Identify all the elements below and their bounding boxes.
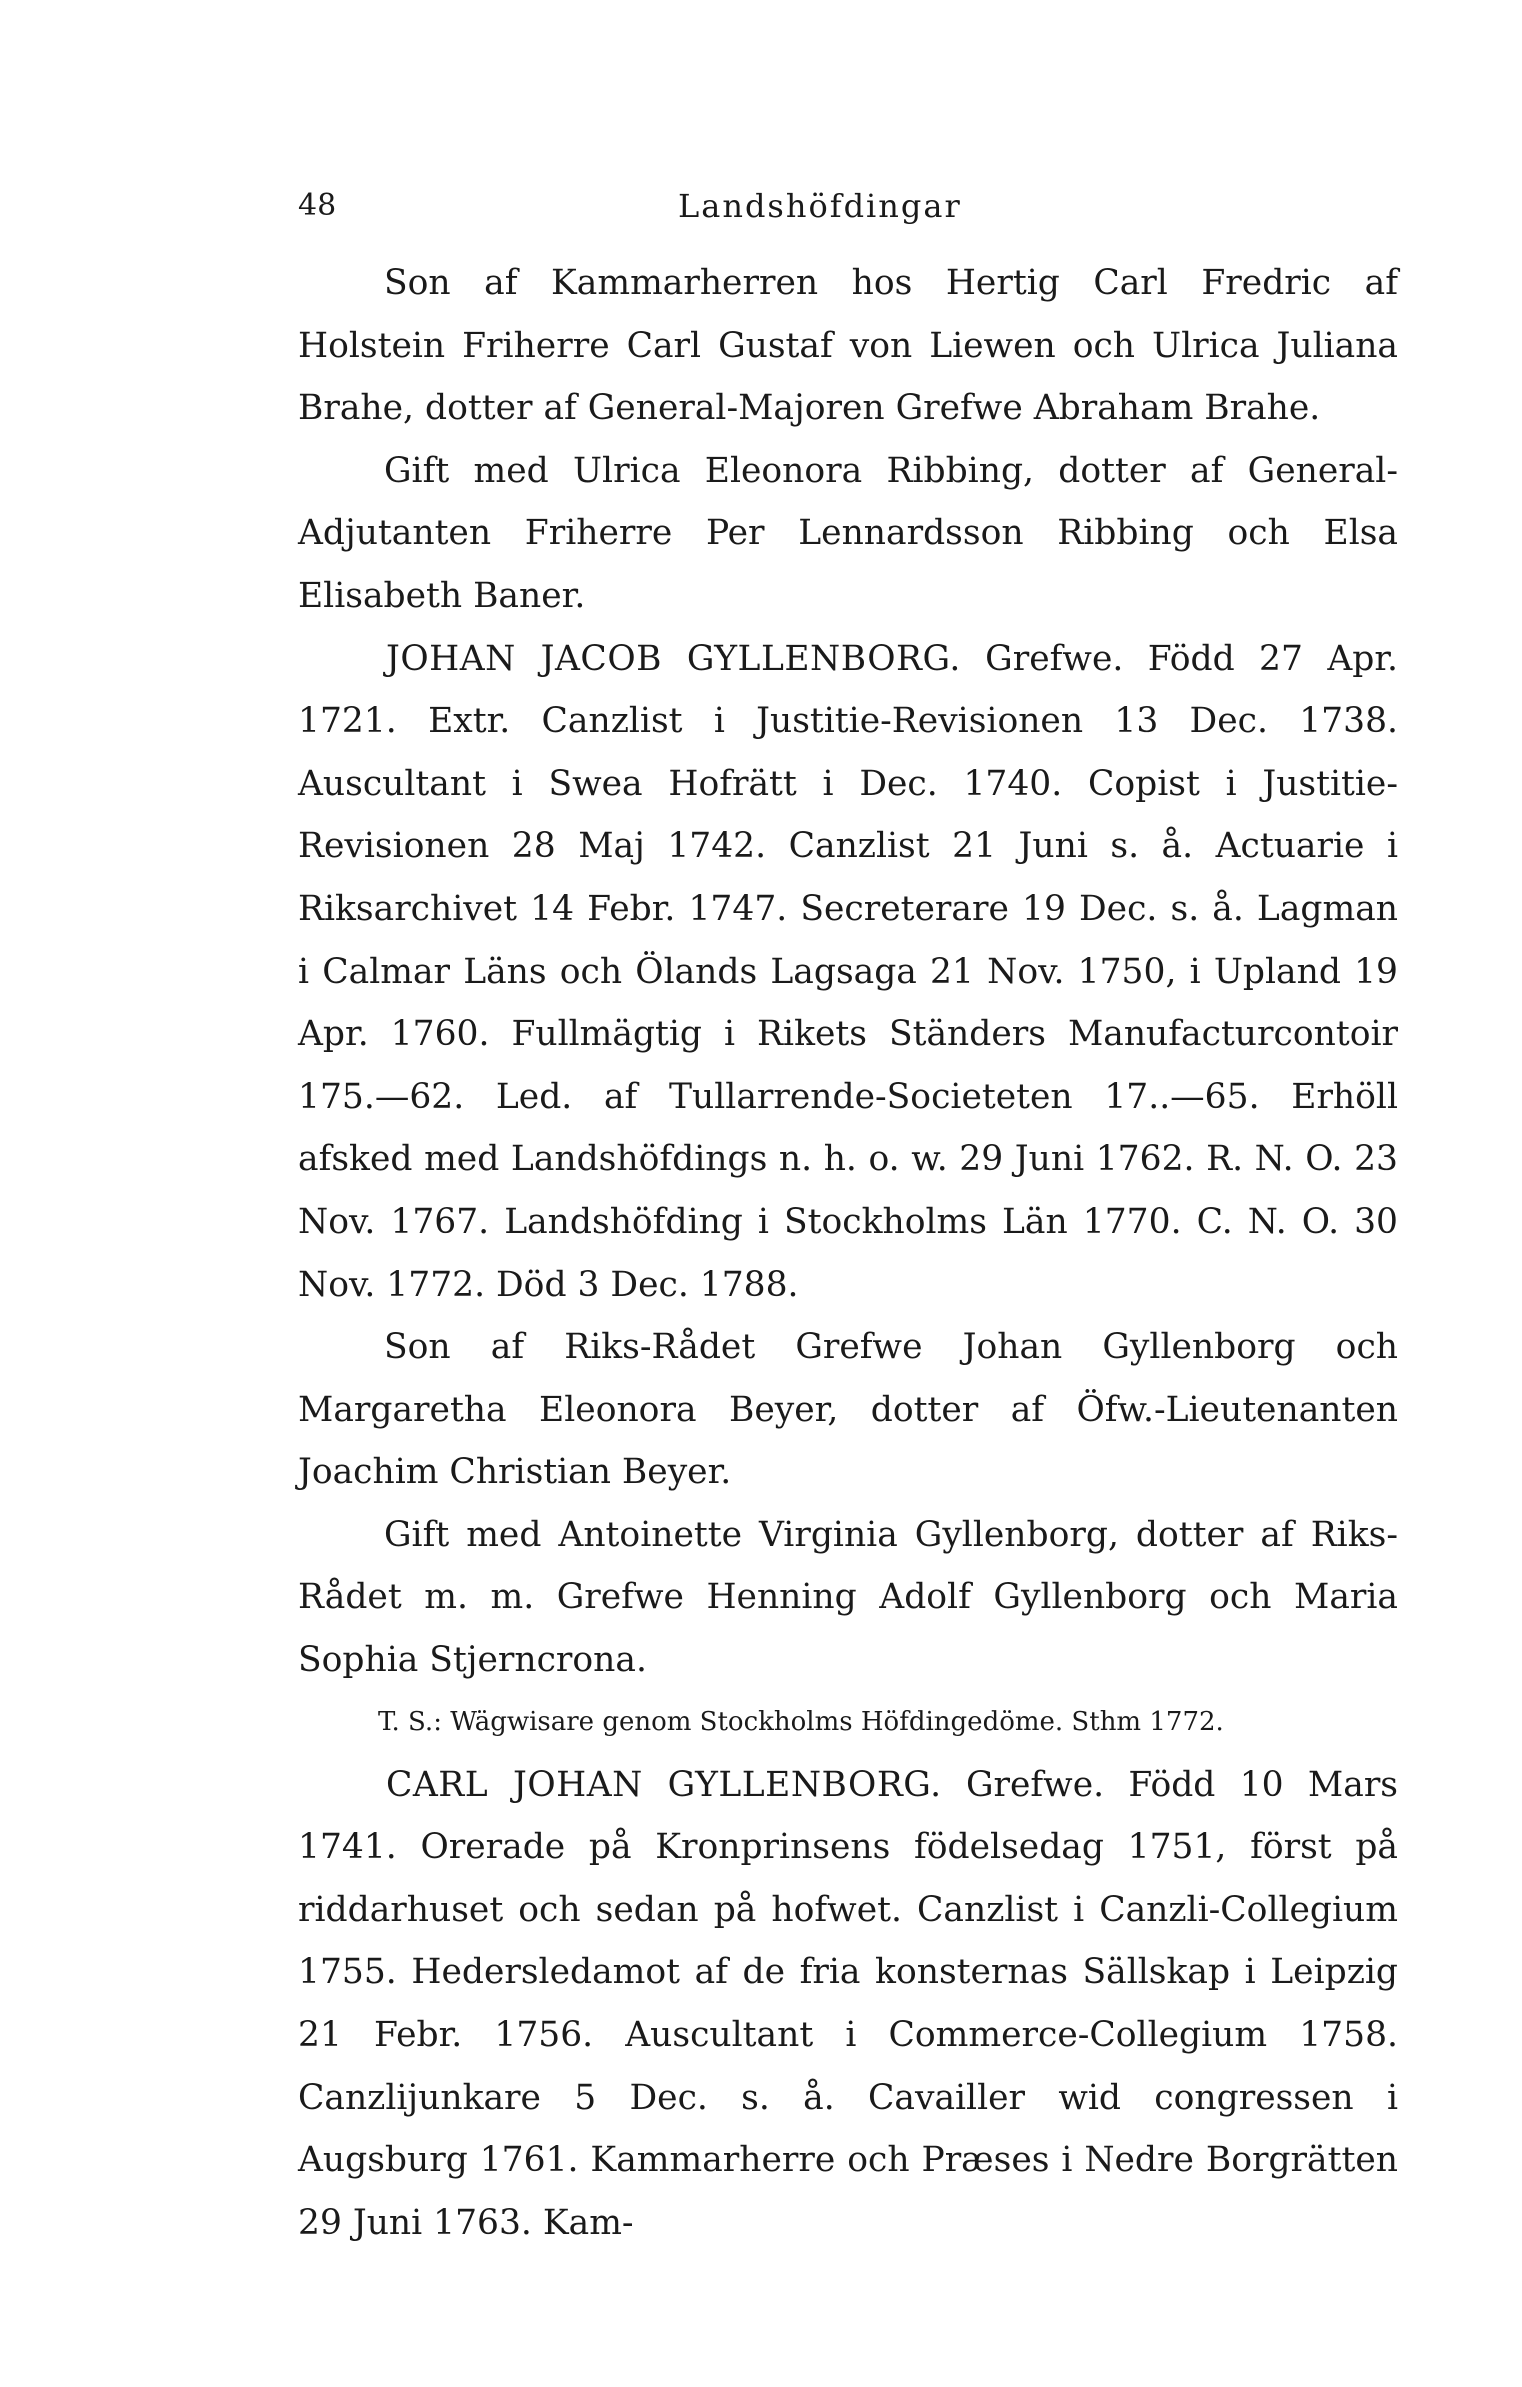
entry-text: Grefwe. Född 10 Mars 1741. Orerade på Kronprinsens födelsedag 1751, först på riddarhuset och sedan på hofwet. Canzlist i Canzli-Collegium 1755. Hedersledamot af de fria konsternas Sällskap i Leipzig 21 Febr. 1756. Auscultant i Commerce-Collegium 1758. Canzlijunkare 5 Dec. s. å. Cavailler wid congressen i Augsburg 1761. Kammarherre och Præses i Nedre Borgrätten 29 Juni 1763. Kam- [298, 1764, 1399, 2243]
paragraph-marriage [298, 1504, 1398, 1692]
paragraph-parentage [298, 252, 1398, 440]
paragraph-parentage [298, 1316, 1398, 1504]
paragraph-marriage [298, 440, 1398, 628]
entry-carl-johan-gyllenborg [298, 1754, 1398, 2255]
page-header [298, 182, 1398, 230]
paragraph-text: Son af Kammarherren hos Hertig Carl Fredric af Holstein Friherre Carl Gustaf von Liewen och Ulrica Juliana Brahe, dotter af General-Majoren Grefwe Abraham Brahe. [298, 263, 1398, 429]
paragraph-text: Gift med Ulrica Eleonora Ribbing, dotter af General-Adjutanten Friherre Per Lennardsson Ribbing och Elsa Elisabeth Baner. [298, 450, 1398, 616]
entry-text: Grefwe. Född 27 Apr. 1721. Extr. Canzlist i Justitie-Revisionen 13 Dec. 1738. Auscultant i Swea Hofrätt i Dec. 1740. Copist i Justitie-Revisionen 28 Maj 1742. Canzlist 21 Juni s. å. Actuarie i Riksarchivet 14 Febr. 1747. Secreterare 19 Dec. s. å. Lagman i Calmar Läns och Ölands Lagsaga 21 Nov. 1750, i Upland 19 Apr. 1760. Fullmägtig i Rikets Ständers Manufacturcontoir 175.—62. Led. af Tullarrende-Societeten 17..—65. Erhöll afsked med Landshöfdings n. h. o. w. 29 Juni 1762. R. N. O. 23 Nov. 1767. Landshöfding i Stockholms Län 1770. C. N. O. 30 Nov. 1772. Död 3 Dec. 1788. [298, 638, 1398, 1305]
body-text [298, 252, 1398, 2254]
source-reference [298, 1694, 1398, 1750]
page-number: 48 [298, 188, 337, 223]
paragraph-text: Gift med Antoinette Virginia Gyllenborg, dotter af Riks-Rådet m. m. Grefwe Henning Adolf Gyllenborg och Maria Sophia Stjerncrona. [298, 1514, 1398, 1681]
entry-johan-jacob-gyllenborg [298, 628, 1398, 1317]
person-name: JOHAN JACOB GYLLENBORG. [386, 638, 961, 679]
source-text: T. S.: Wägwisare genom Stockholms Höfdingedöme. Sthm 1772. [378, 1706, 1224, 1737]
running-head: Landshöfdingar [678, 187, 962, 225]
paragraph-text: Son af Riks-Rådet Grefwe Johan Gyllenborg och Margaretha Eleonora Beyer, dotter af Öfw.-Lieutenanten Joachim Christian Beyer. [298, 1327, 1398, 1493]
person-name: CARL JOHAN GYLLENBORG. [386, 1764, 942, 1805]
